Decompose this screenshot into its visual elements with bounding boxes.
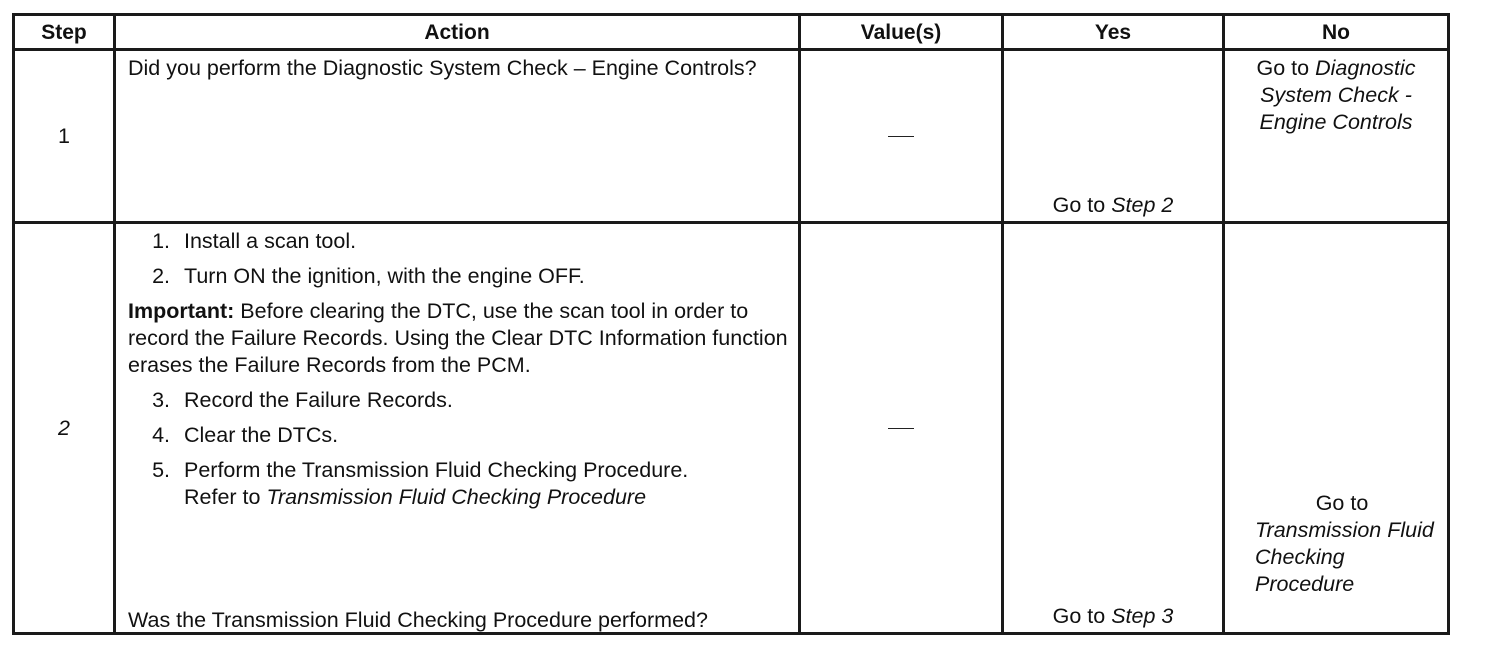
no-cell [1224, 223, 1449, 634]
list-item [128, 228, 788, 255]
yes-prefix: Go to [1052, 604, 1112, 628]
no-instruction [1225, 51, 1447, 136]
no-prefix: Go to [1315, 491, 1369, 515]
header-step: Step [14, 15, 115, 50]
no-instruction [1245, 490, 1439, 598]
list-item-number: 1. [152, 229, 170, 253]
no-link-diagnostic-system-check[interactable]: Diagnostic System Check - Engine Controls [1259, 56, 1416, 134]
no-cell [1224, 50, 1449, 223]
list-item-number: 2. [152, 264, 170, 288]
list-item-number: 4. [152, 423, 170, 447]
value-cell [800, 223, 1003, 634]
yes-step-link[interactable]: Step 2 [1111, 193, 1174, 217]
list-item [128, 422, 788, 449]
important-text: Before clearing the DTC, use the scan tool in order to record the Failure Records. Using the Clear DTC Information function erases the Failure Records from the PCM. [128, 299, 788, 377]
header-action: Action [115, 15, 800, 50]
action-cell [115, 50, 800, 223]
list-item-text: Install a scan tool. [184, 229, 357, 253]
table-row [14, 223, 1449, 634]
refer-link-fluid-procedure[interactable]: Transmission Fluid Checking Procedure [266, 485, 647, 509]
list-item-text: Clear the DTCs. [184, 423, 339, 447]
value-cell [800, 50, 1003, 223]
yes-cell [1003, 223, 1224, 634]
diagnostic-table [12, 13, 1450, 635]
important-label: Important: [128, 299, 235, 323]
list-item [128, 387, 788, 414]
header-no: No [1224, 15, 1449, 50]
important-note [128, 298, 788, 379]
list-item [128, 457, 788, 511]
action-cell [115, 223, 800, 634]
no-link-fluid-procedure[interactable]: Transmission Fluid Checking Procedure [1255, 518, 1434, 596]
value-dash [888, 136, 914, 137]
header-row [14, 15, 1449, 50]
list-item-text: Turn ON the ignition, with the engine OFF. [184, 264, 585, 288]
yes-cell [1003, 50, 1224, 223]
yes-step-link[interactable]: Step 3 [1111, 604, 1174, 628]
no-prefix: Go to [1256, 56, 1316, 80]
step-number-text: 2 [58, 415, 70, 440]
yes-prefix: Go to [1052, 193, 1112, 217]
yes-instruction [1004, 192, 1222, 219]
header-values: Value(s) [800, 15, 1003, 50]
action-question: Did you perform the Diagnostic System Check – Engine Controls? [128, 56, 757, 80]
step-number [14, 223, 115, 634]
list-item-number: 3. [152, 388, 170, 412]
refer-prefix: Refer to [184, 485, 267, 509]
list-item-main-text: Perform the Transmission Fluid Checking Procedure. [184, 458, 689, 482]
table-row [14, 50, 1449, 223]
step-number: 1 [14, 50, 115, 223]
list-item-text [184, 457, 788, 511]
action-question: Was the Transmission Fluid Checking Procedure performed? [128, 608, 708, 632]
list-item [128, 263, 788, 290]
header-yes: Yes [1003, 15, 1224, 50]
value-dash [888, 428, 914, 429]
yes-instruction [1004, 603, 1222, 630]
list-item-number: 5. [152, 458, 170, 482]
list-item-text: Record the Failure Records. [184, 388, 453, 412]
